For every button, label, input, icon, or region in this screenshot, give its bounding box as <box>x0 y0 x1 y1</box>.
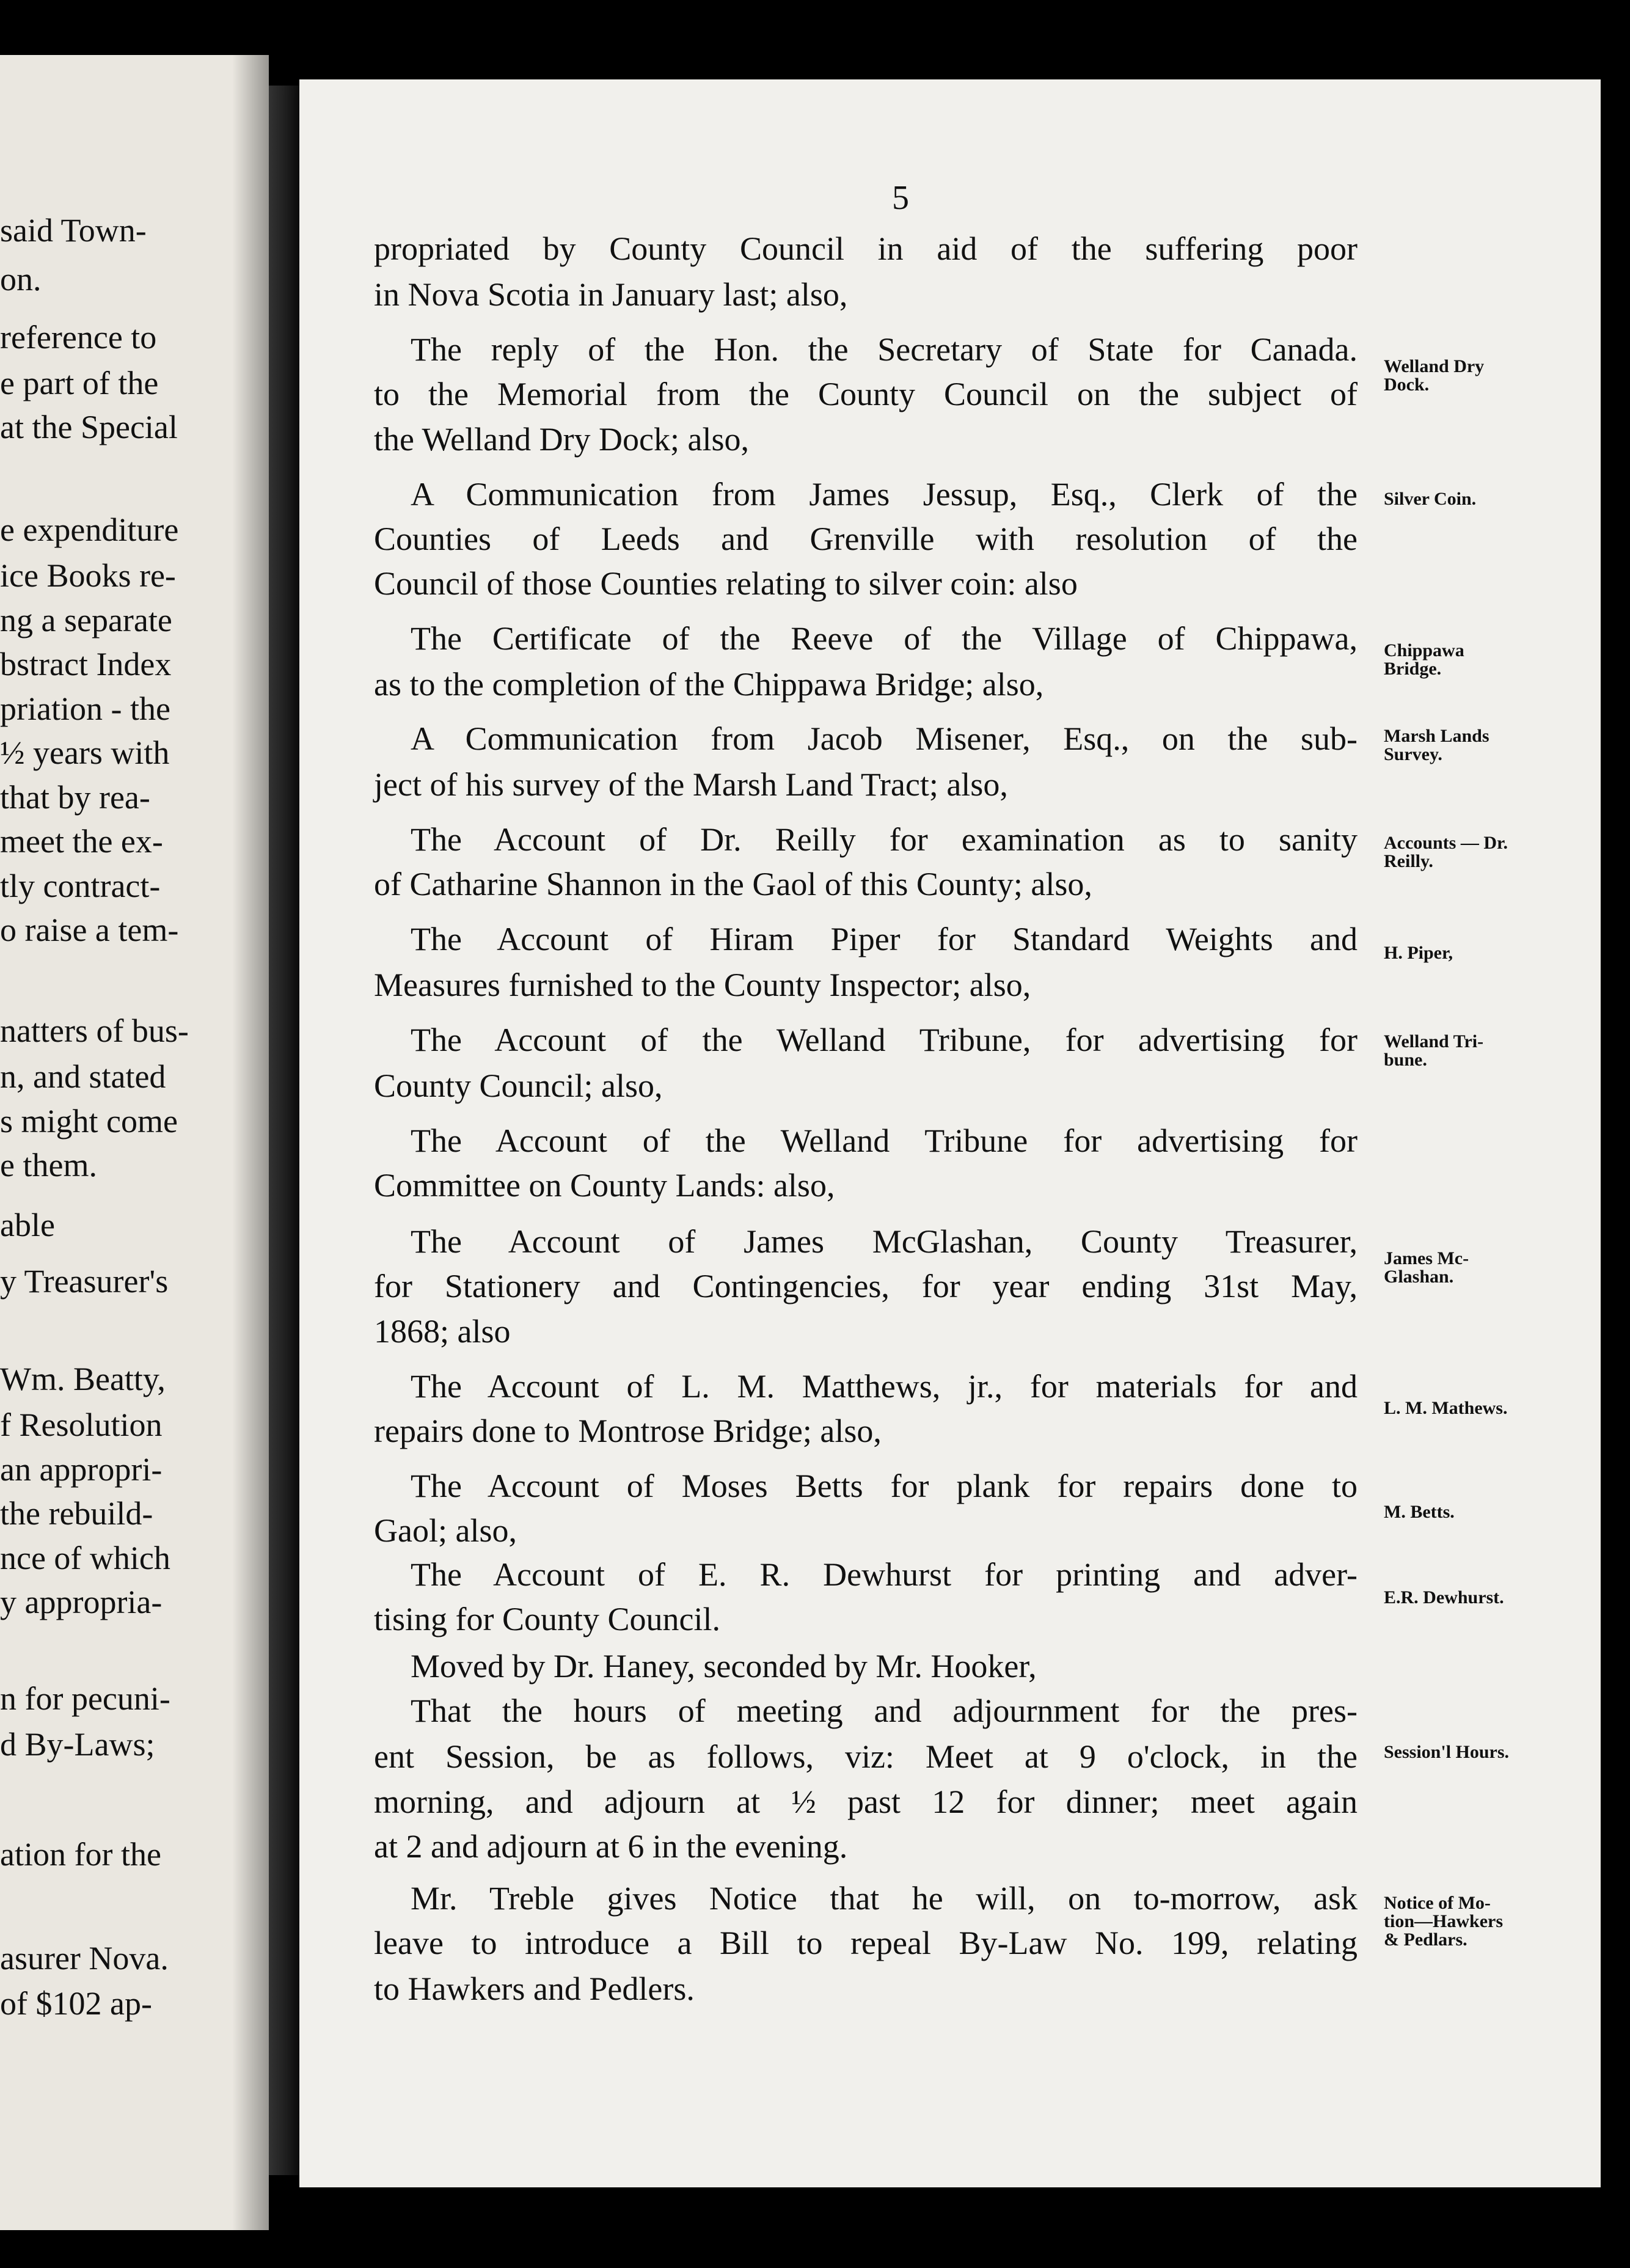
body-line: The Account of the Welland Tribune, for advertising for <box>411 1022 1358 1058</box>
body-line: as to the completion of the Chippawa Bridge; also, <box>374 666 1044 703</box>
body-line: A Communication from Jacob Misener, Esq., on the sub- <box>411 720 1358 757</box>
body-line: The Account of James McGlashan, County Treasurer, <box>411 1223 1358 1260</box>
body-line: Council of those Counties relating to silver coin: also <box>374 565 1078 602</box>
left-page-line: said Town- <box>0 212 147 249</box>
left-page-line: f Resolution <box>0 1407 163 1443</box>
body-line: The Account of Moses Betts for plank for repairs done to <box>411 1468 1358 1504</box>
left-page-line: ng a separate <box>0 602 172 638</box>
left-page-line: that by rea- <box>0 779 150 816</box>
margin-note: L. M. Mathews. <box>1384 1398 1508 1418</box>
body-line: The reply of the Hon. the Secretary of State for Canada. <box>411 331 1358 368</box>
margin-note: H. Piper, <box>1384 943 1453 963</box>
body-line: Mr. Treble gives Notice that he will, on to-morrow, ask <box>411 1880 1358 1917</box>
margin-note: Marsh Lands Survey. <box>1384 726 1489 764</box>
body-line: The Account of Hiram Piper for Standard Weights and <box>411 921 1358 957</box>
left-page-line: the rebuild- <box>0 1495 153 1532</box>
left-page-line: o raise a tem- <box>0 912 179 948</box>
margin-note: Notice of Mo- tion—Hawkers & Pedlars. <box>1384 1893 1503 1950</box>
left-page-line: ½ years with <box>0 734 170 771</box>
margin-note: James Mc- Glashan. <box>1384 1248 1469 1287</box>
left-page-line: n, and stated <box>0 1058 166 1095</box>
body-line: The Account of the Welland Tribune for advertising for <box>411 1122 1358 1159</box>
margin-note: Session'l Hours. <box>1384 1742 1510 1762</box>
body-line: That the hours of meeting and adjournment for the pres- <box>411 1692 1358 1729</box>
body-line: Moved by Dr. Haney, seconded by Mr. Hooker, <box>411 1648 1037 1685</box>
body-line: the Welland Dry Dock; also, <box>374 421 750 458</box>
left-page-line: reference to <box>0 319 157 356</box>
left-page-line: s might come <box>0 1103 178 1139</box>
margin-note: Chippawa Bridge. <box>1384 640 1464 679</box>
left-page-line: an appropri- <box>0 1451 163 1488</box>
body-line: morning, and adjourn at ½ past 12 for dinner; meet again <box>374 1783 1358 1820</box>
body-line: propriated by County Council in aid of the suffering poor <box>374 230 1358 267</box>
margin-note: M. Betts. <box>1384 1502 1455 1522</box>
margin-note: Welland Tri- bune. <box>1384 1031 1484 1070</box>
page-number: 5 <box>892 179 909 217</box>
body-line: ject of his survey of the Marsh Land Tract; also, <box>374 766 1008 803</box>
left-page-line: tly contract- <box>0 868 161 904</box>
margin-note: E.R. Dewhurst. <box>1384 1587 1504 1608</box>
left-page-line: y appropria- <box>0 1584 163 1620</box>
left-page-line: e expenditure <box>0 511 179 548</box>
body-line: The Account of L. M. Matthews, jr., for materials for and <box>411 1368 1358 1405</box>
body-line: The Account of E. R. Dewhurst for printing and adver- <box>411 1556 1358 1593</box>
left-page-line: on. <box>0 261 42 298</box>
left-page-line: nce of which <box>0 1540 170 1576</box>
left-page-line: meet the ex- <box>0 823 163 860</box>
body-line: in Nova Scotia in January last; also, <box>374 276 848 313</box>
body-line: The Certificate of the Reeve of the Village of Chippawa, <box>411 620 1358 657</box>
left-page-line: Wm. Beatty, <box>0 1361 166 1397</box>
body-line: leave to introduce a Bill to repeal By-Law No. 199, relating <box>374 1925 1358 1961</box>
body-line: The Account of Dr. Reilly for examination as to sanity <box>411 821 1358 858</box>
left-page-edge-shadow <box>232 55 269 2230</box>
left-page-line: e them. <box>0 1147 97 1183</box>
left-page-line: n for pecuni- <box>0 1680 170 1717</box>
left-page-line: bstract Index <box>0 646 172 682</box>
margin-note: Silver Coin. <box>1384 489 1477 509</box>
body-line: ent Session, be as follows, viz: Meet at 9 o'clock, in the <box>374 1738 1358 1775</box>
left-page-line: d By-Laws; <box>0 1726 155 1763</box>
left-page-line: y Treasurer's <box>0 1263 169 1300</box>
left-page-line: e part of the <box>0 365 159 401</box>
body-line: of Catharine Shannon in the Gaol of this County; also, <box>374 866 1092 902</box>
body-line: 1868; also <box>374 1313 511 1350</box>
margin-note: Accounts — Dr. Reilly. <box>1384 833 1508 871</box>
body-line: Committee on County Lands: also, <box>374 1167 835 1204</box>
body-line: tising for County Council. <box>374 1601 720 1637</box>
left-page-line: ice Books re- <box>0 557 176 594</box>
body-line: Measures furnished to the County Inspector; also, <box>374 967 1031 1003</box>
body-line: Counties of Leeds and Grenville with resolution of the <box>374 521 1358 557</box>
body-line: repairs done to Montrose Bridge; also, <box>374 1413 882 1449</box>
body-line: to Hawkers and Pedlers. <box>374 1970 695 2007</box>
left-page-line: priation - the <box>0 690 170 727</box>
left-page-line: ation for the <box>0 1836 161 1873</box>
body-line: A Communication from James Jessup, Esq., Clerk of the <box>411 476 1358 513</box>
body-line: for Stationery and Contingencies, for year ending 31st May, <box>374 1268 1358 1304</box>
left-page-line: able <box>0 1207 55 1243</box>
body-line: County Council; also, <box>374 1067 663 1104</box>
left-page-line: of $102 ap- <box>0 1985 152 2022</box>
body-line: at 2 and adjourn at 6 in the evening. <box>374 1828 848 1865</box>
body-line: to the Memorial from the County Council on the subject of <box>374 376 1358 412</box>
body-line: Gaol; also, <box>374 1512 517 1549</box>
left-page-line: at the Special <box>0 409 178 445</box>
left-page-line: asurer Nova. <box>0 1940 169 1977</box>
margin-note: Welland Dry Dock. <box>1384 356 1485 395</box>
left-page-line: natters of bus- <box>0 1012 189 1049</box>
left-page <box>0 55 269 2230</box>
